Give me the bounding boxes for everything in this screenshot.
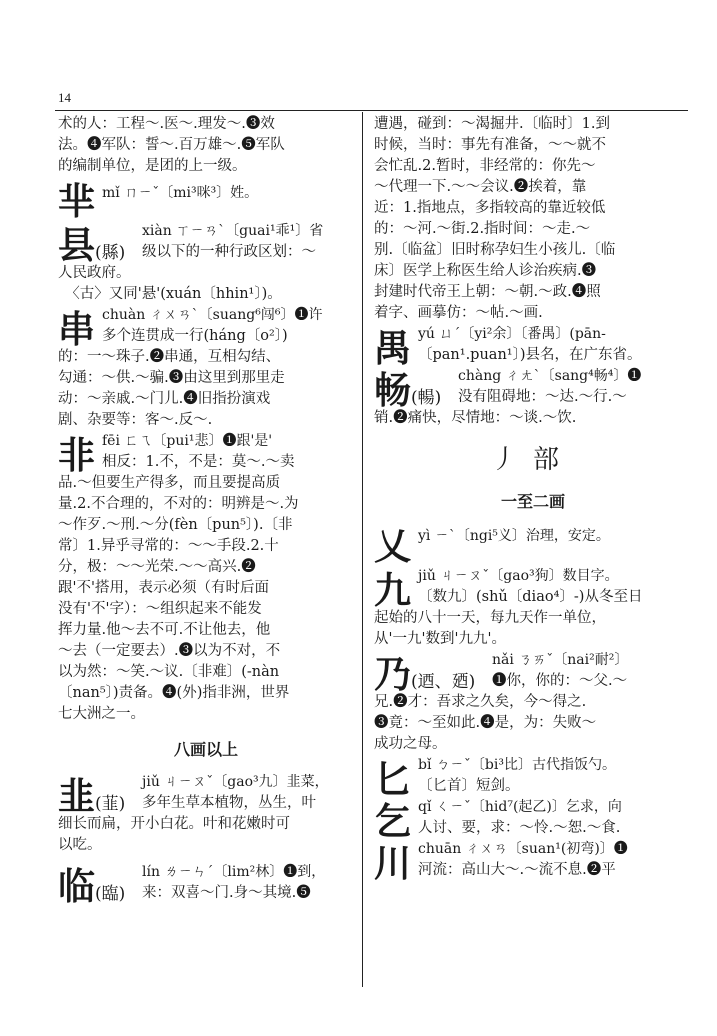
headword: 芈 [58,179,95,223]
pronunciation: bǐ ㄅㄧˇ〔bi³比〕古代指饭勺。 [418,757,616,773]
headword: 九 [374,568,411,612]
text-line: 剧、杂要等：客～.反～. [58,412,213,428]
text-line: 的编制单位，是团的上一级。 [58,158,247,174]
text-line: 法。❹军队：誓～.百万雄～.❺军队 [58,137,285,153]
headword: 串 [58,307,95,351]
text-line: 量.2.不合理的，不对的：明辨是～.为 [58,496,299,512]
section-heading: 八画以上 [173,740,238,759]
text-line: 分，极：～～光荣.～～高兴.❷ [58,559,256,575]
text-line: 〈古〉又同'悬'(xuán〔hhin¹〕)。 [58,286,282,302]
text-line: ❶你，你的：～父.～ [492,673,628,689]
pronunciation: qǐ ㄑㄧˇ〔hid⁷(起乙)〕乞求，向 [418,799,622,815]
text-line: 的：一～珠子.❷串通，互相勾结、 [58,349,281,365]
text-line: 〔匕首〕短剑。 [418,778,520,794]
headword: 韭(韮) [58,774,126,818]
text-line: 多年生草本植物，丛生，叶 [142,795,316,811]
text-line: 销.❷痛快，尽情地：～谈.～饮. [374,410,577,426]
header-rule [55,110,688,111]
text-line: 的：～河.～街.2.指时间：～走.～ [374,221,591,237]
pronunciation: lín ㄌㄧㄣˊ〔lim²林〕❶到， [142,864,326,880]
headword: 乂 [374,524,411,568]
text-line: 着字、画摹仿：～帖.～画. [374,305,543,321]
entry-fei [58,431,354,725]
entry-lin [58,862,354,908]
entry-mi [58,177,354,221]
text-line: 多个连贯成一行(háng〔o²〕) [102,328,288,344]
text-line: 级以下的一种行政区划：～ [142,244,316,260]
radical-heading: 丿部 [490,445,575,475]
text-line: 以吃。 [58,837,102,853]
entry-jiu [58,772,354,856]
column-divider [362,112,363,987]
pronunciation: yì ㄧˋ〔ngi⁵义〕治理，安定。 [418,528,610,544]
page-number: 14 [58,90,71,105]
entry-jiu9 [374,566,692,650]
headword: 乞 [374,799,411,843]
text-line: 近：1.指地点，多指较高的靠近较低 [374,200,606,216]
pronunciation: chuān ㄔㄨㄢ〔suan¹(初弯)〕❶ [418,841,628,857]
pronunciation: jiǔ ㄐㄧㄡˇ〔gao³九〕韭菜， [142,774,329,790]
text-line: 挥力量.他～去不可.不让他去，他 [58,622,271,638]
entry-qi [374,797,692,843]
text-line: 〔nan⁵〕)责备。❹(外)指非洲，世界 [58,685,290,701]
text-line: ～代理一下.～～会议.❷挨着，靠 [374,179,587,195]
text-line: 兄.❷才：吾求之久矣，今～得之. [374,694,587,710]
text-line: ❸竟：～至如此.❹是，为：失败～ [374,715,597,731]
text-line: 会忙乱.2.暂时，非经常的：你先～ [374,158,596,174]
entry-xian [58,221,354,305]
text-line: 没有阻碍地：～达.～行.～ [458,389,627,405]
text-line: 〔pan¹.puan¹〕)县名，在广东省。 [418,347,642,363]
text-line: 七大洲之一。 [58,706,145,722]
headword: 畅(暢) [374,368,442,412]
text-line: 时候，当时：事先有准备，～～就不 [374,137,606,153]
headword: 匕 [374,757,411,801]
headword: 乃(迺、廼) [374,652,476,696]
text-line: 床〕医学上称医生给人诊治疾病.❸ [374,263,597,279]
text-line: 遭遇，碰到：～渴掘井.〔临时〕1.到 [374,116,610,132]
entry-chang [374,366,692,429]
entry-nai [374,650,692,755]
right-column [374,114,692,885]
pronunciation: yú ㄩˊ〔yi²余〕〔番禺〕(pān- [418,326,606,342]
entry-chuan [58,305,354,431]
entry-chuan2 [374,839,692,885]
text-line: 以为然：～笑.～议.〔非难〕(-nàn [58,664,280,680]
text-line: ～去（一定要去）.❸以为不对，不 [58,643,281,659]
headword: 川 [374,841,411,885]
text-line: 成功之母。 [374,736,447,752]
text-line: 来：双喜～门.身～其境.❺ [142,885,311,901]
pronunciation: fēi ㄈㄟ〔pui¹悲〕❶跟'是' [102,433,273,449]
pronunciation: chàng ㄔㄤˋ〔sang⁴畅⁴〕❶ [458,368,642,384]
headword: 非 [58,433,95,477]
text-line: 没有'不'字）：～组织起来不能发 [58,601,262,617]
text-line: ～作歹.～刑.～分(fèn〔pun⁵〕).〔非 [58,517,293,533]
text-line: 从'一九'数到'九九'。 [374,631,506,647]
entry-bi [374,755,692,801]
pronunciation: xiàn ㄒㄧㄢˋ〔guai¹乖¹〕省 [142,223,324,239]
text-line: 别.〔临盆〕旧时称孕妇生小孩儿.〔临 [374,242,616,258]
text-line: 跟'不'搭用，表示必须（有时后面 [58,580,269,596]
headword: 县(縣) [58,223,126,267]
text-line: 细长而扁，开小白花。叶和花嫩时可 [58,816,290,832]
entry-yu [374,324,692,370]
text-line: 〔数九〕(shǔ〔diao⁴〕-)从冬至日 [418,589,643,605]
text-line: 动：～亲戚.～门儿.❹旧指扮演戏 [58,391,271,407]
section-heading: 一至二画 [500,492,565,511]
text-line: 常〕1.异乎寻常的：～～手段.2.十 [58,538,279,554]
text-line: 人讨、要，求：～怜.～恕.～食. [418,820,621,836]
pronunciation: chuàn ㄔㄨㄢˋ〔suang⁶闯⁶〕❶许 [102,307,323,323]
text-line: 术的人：工程～.医～.理发～.❸效 [58,116,275,132]
pronunciation: mǐ ㄇㄧˇ〔mi³咪³〕姓。 [102,185,259,201]
pronunciation: jiǔ ㄐㄧㄡˇ〔gao³狗〕数目字。 [418,568,619,584]
text-line: 人民政府。 [58,265,131,281]
text-line: 封建时代帝王上朝：～朝.～政.❹照 [374,284,601,300]
left-column [58,114,354,908]
headword: 禺 [374,326,411,370]
pronunciation: nǎi ㄋㄞˇ〔nai²耐²〕 [492,652,629,668]
text-line: 勾通：～供.～骗.❸由这里到那里走 [58,370,285,386]
text-line: 起始的八十一天，每九天作一单位， [374,610,606,626]
text-line: 河流：高山大～.～流不息.❷平 [418,862,616,878]
text-line: 相反：1.不，不是：莫～.～卖 [102,454,295,470]
headword: 临(臨) [58,864,126,908]
text-line: 品.～但要生产得多，而且要提高质 [58,475,281,491]
entry-yi [374,522,692,566]
